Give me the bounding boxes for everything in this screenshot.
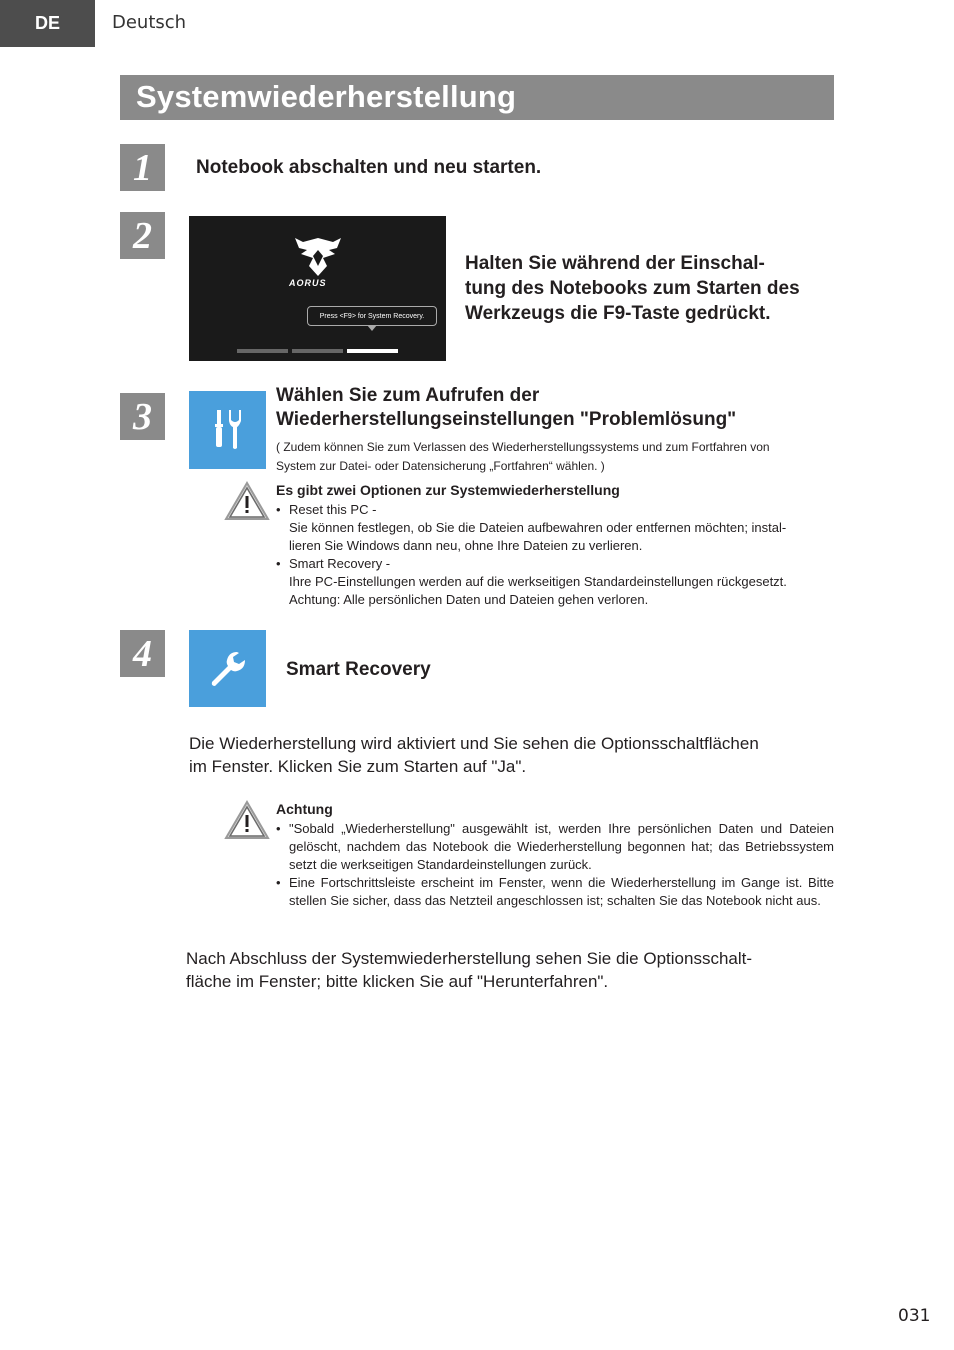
language-name: Deutsch <box>112 12 187 33</box>
step-2-text <box>465 251 800 326</box>
boot-tooltip: Press <F9> for System Recovery. <box>307 306 437 326</box>
caution-item: • Eine Fortschrittsleiste erscheint im Fenster, wenn die Wiederherstellung im Gange ist. Bitte stellen Sie sicher, dass das Netzteil angeschlossen ist; schalten Sie das Notebook nicht aus. <box>276 874 834 910</box>
troubleshoot-tile <box>189 391 266 469</box>
option-label: • Smart Recovery - <box>289 556 391 571</box>
options-list <box>276 501 834 609</box>
step-3-number: 3 <box>120 393 165 440</box>
step-3-heading-line: Wiederherstellungseinstellungen "Problemlösung" <box>276 409 737 430</box>
step-2-line: Werkzeugs die F9-Taste gedrückt. <box>465 303 771 324</box>
paragraph-line: Die Wiederherstellung wird aktiviert und Sie sehen die Optionsschaltflächen <box>189 734 759 753</box>
page-number: 031 <box>898 1306 931 1326</box>
boot-progress-segment <box>237 349 288 353</box>
step-4-number: 4 <box>120 630 165 677</box>
warning-icon <box>224 800 270 840</box>
option-item <box>276 501 834 555</box>
tooltip-arrow <box>367 325 377 331</box>
step-3-note-line: ( Zudem können Sie zum Verlassen des Wiederherstellungssystems und zum Fortfahren von <box>276 440 770 454</box>
step-2-line: Halten Sie während der Einschal- <box>465 253 765 274</box>
caution-title: Achtung <box>276 801 333 817</box>
recovery-paragraph <box>189 732 759 778</box>
option-desc-line: Ihre PC-Einstellungen werden auf die werkseitigen Standardeinstellungen rückgesetzt. <box>289 574 787 589</box>
step-3-note <box>276 438 834 476</box>
step-2-number: 2 <box>120 212 165 259</box>
smart-recovery-tile <box>189 630 266 707</box>
options-title: Es gibt zwei Optionen zur Systemwiederherstellung <box>276 482 620 498</box>
option-label: • Reset this PC - <box>289 502 377 517</box>
step-4-text: Smart Recovery <box>286 659 431 680</box>
shutdown-paragraph <box>186 947 752 993</box>
boot-brand-text: AORUS <box>289 278 327 288</box>
option-item <box>276 555 834 609</box>
caution-item: • "Sobald „Wiederherstellung" ausgewählt ist, werden Ihre persönlichen Daten und Dateien gelöscht, nachdem das Notebook die Wiederherstellung begonnen hat; das Betriebssystem setzt die werkseitigen Standardeinstellungen zurück. <box>276 820 834 874</box>
step-1-number: 1 <box>120 144 165 191</box>
tools-icon <box>208 408 248 452</box>
paragraph-line: im Fenster. Klicken Sie zum Starten auf "Ja". <box>189 757 527 776</box>
option-desc-line: Sie können festlegen, ob Sie die Dateien aufbewahren oder entfernen möchten; instal- <box>289 520 787 535</box>
step-3-heading-line: Wählen Sie zum Aufrufen der <box>276 385 540 406</box>
step-3-heading <box>276 384 736 432</box>
warning-icon <box>224 481 270 521</box>
paragraph-line: Nach Abschluss der Systemwiederherstellung sehen Sie die Optionsschalt- <box>186 949 753 968</box>
boot-progress-segment-active <box>347 349 398 353</box>
paragraph-line: fläche im Fenster; bitte klicken Sie auf "Herunterfahren". <box>186 972 609 991</box>
option-desc-line: Achtung: Alle persönlichen Daten und Dateien gehen verloren. <box>289 592 649 607</box>
section-title-bar <box>120 75 834 120</box>
boot-progress-segment <box>292 349 343 353</box>
aorus-logo-icon <box>293 236 343 278</box>
caution-list <box>276 820 834 910</box>
wrench-icon <box>207 648 249 690</box>
page-title: Systemwiederherstellung <box>136 79 517 114</box>
step-2-line: tung des Notebooks zum Starten des <box>465 278 800 299</box>
option-desc-line: lieren Sie Windows dann neu, ohne Ihre Dateien zu verlieren. <box>289 538 643 553</box>
step-1-text: Notebook abschalten und neu starten. <box>196 157 542 178</box>
language-tag: DE <box>0 0 95 47</box>
boot-screen-image <box>189 216 446 361</box>
step-3-note-line: System zur Datei- oder Datensicherung „Fortfahren“ wählen. ) <box>276 459 605 473</box>
